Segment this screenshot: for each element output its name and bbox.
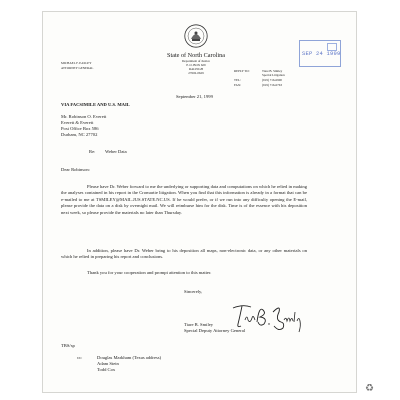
recycle-icon: ♻ <box>365 383 374 394</box>
body-paragraph-2: In addition, please have Dr. Weber bring to his deposition all maps, non-electronic data, or any other materials on which he relied in preparing his report and conclusions. <box>61 248 307 260</box>
attorney-general-name: MICHAEL F. EASLEY <box>61 61 92 65</box>
phone-number: (919) 716-6900 <box>262 78 282 82</box>
letter-page <box>43 12 374 394</box>
recipient-line: Mr. Robinson O. Everett <box>61 114 107 119</box>
state-seal-icon <box>184 24 208 48</box>
department-name: Department of Justice <box>182 59 210 63</box>
po-box: P. O. BOX 629 <box>186 63 206 67</box>
cc-label: cc: <box>77 355 83 360</box>
recipient-line: Durham, NC 27702 <box>61 132 98 137</box>
letterhead-center <box>146 52 246 75</box>
body-paragraph-3: Thank you for your cooperation and prompt attention to this matter. <box>87 270 212 275</box>
body-paragraph-1: Please have Dr. Weber forward to me the underlying or supporting data and computations on which he relied in making the analyses contained in his report in the Cromartie litigation. When you find that this information is already in a format that can be e-mailed to me at TSMILEY@MAIL.JUS.STATE.NC.US. If he would prefer, or if we run into any difficulty opening the E-mail, please provide the data on a disk by overnight mail. We will reimburse him for the disk. Time is of the essence with his deposition next week, so please provide the materials no later than Thursday. <box>61 184 307 215</box>
cc-recipient: Adam Stein <box>97 361 119 366</box>
cc-list <box>97 355 161 373</box>
phone-label: TEL: <box>234 78 241 82</box>
salutation: Dear Robinson: <box>61 167 90 172</box>
fax-label: FAX: <box>234 83 242 87</box>
fax-number: (919) 716-6763 <box>262 83 282 87</box>
cc-recipient: Todd Cox <box>97 367 116 372</box>
signer-name: Tiare B. Smiley <box>184 322 214 327</box>
closing: Sincerely, <box>184 289 203 294</box>
delivery-method: VIA FACSIMILE AND U.S. MAIL <box>61 102 130 107</box>
state-name: State of North Carolina <box>167 52 225 59</box>
recipient-line: Post Office Box 586 <box>61 126 99 131</box>
attorney-general-title: ATTORNEY GENERAL <box>61 66 94 70</box>
recipient-line: Everett & Everett <box>61 120 94 125</box>
recipient-block <box>61 114 106 138</box>
reply-division: Special Litigation <box>262 73 285 77</box>
reply-label: REPLY TO: <box>234 69 250 73</box>
letter-date: September 21, 1999 <box>176 94 213 99</box>
signer-title: Special Deputy Attorney General <box>184 328 246 333</box>
cc-recipient: Douglas Markham (Texas address) <box>97 355 162 360</box>
reply-name: Tiare B. Smiley <box>262 69 283 73</box>
city: RALEIGH <box>189 67 203 71</box>
stamp-date: SEP 24 1999 <box>302 50 341 57</box>
received-stamp <box>299 40 341 67</box>
zip-code: 27602-0629 <box>188 71 204 75</box>
re-text: Weber Data <box>105 149 127 154</box>
re-label: Re: <box>89 149 96 154</box>
typist-initials: TBS/sp <box>61 343 75 348</box>
